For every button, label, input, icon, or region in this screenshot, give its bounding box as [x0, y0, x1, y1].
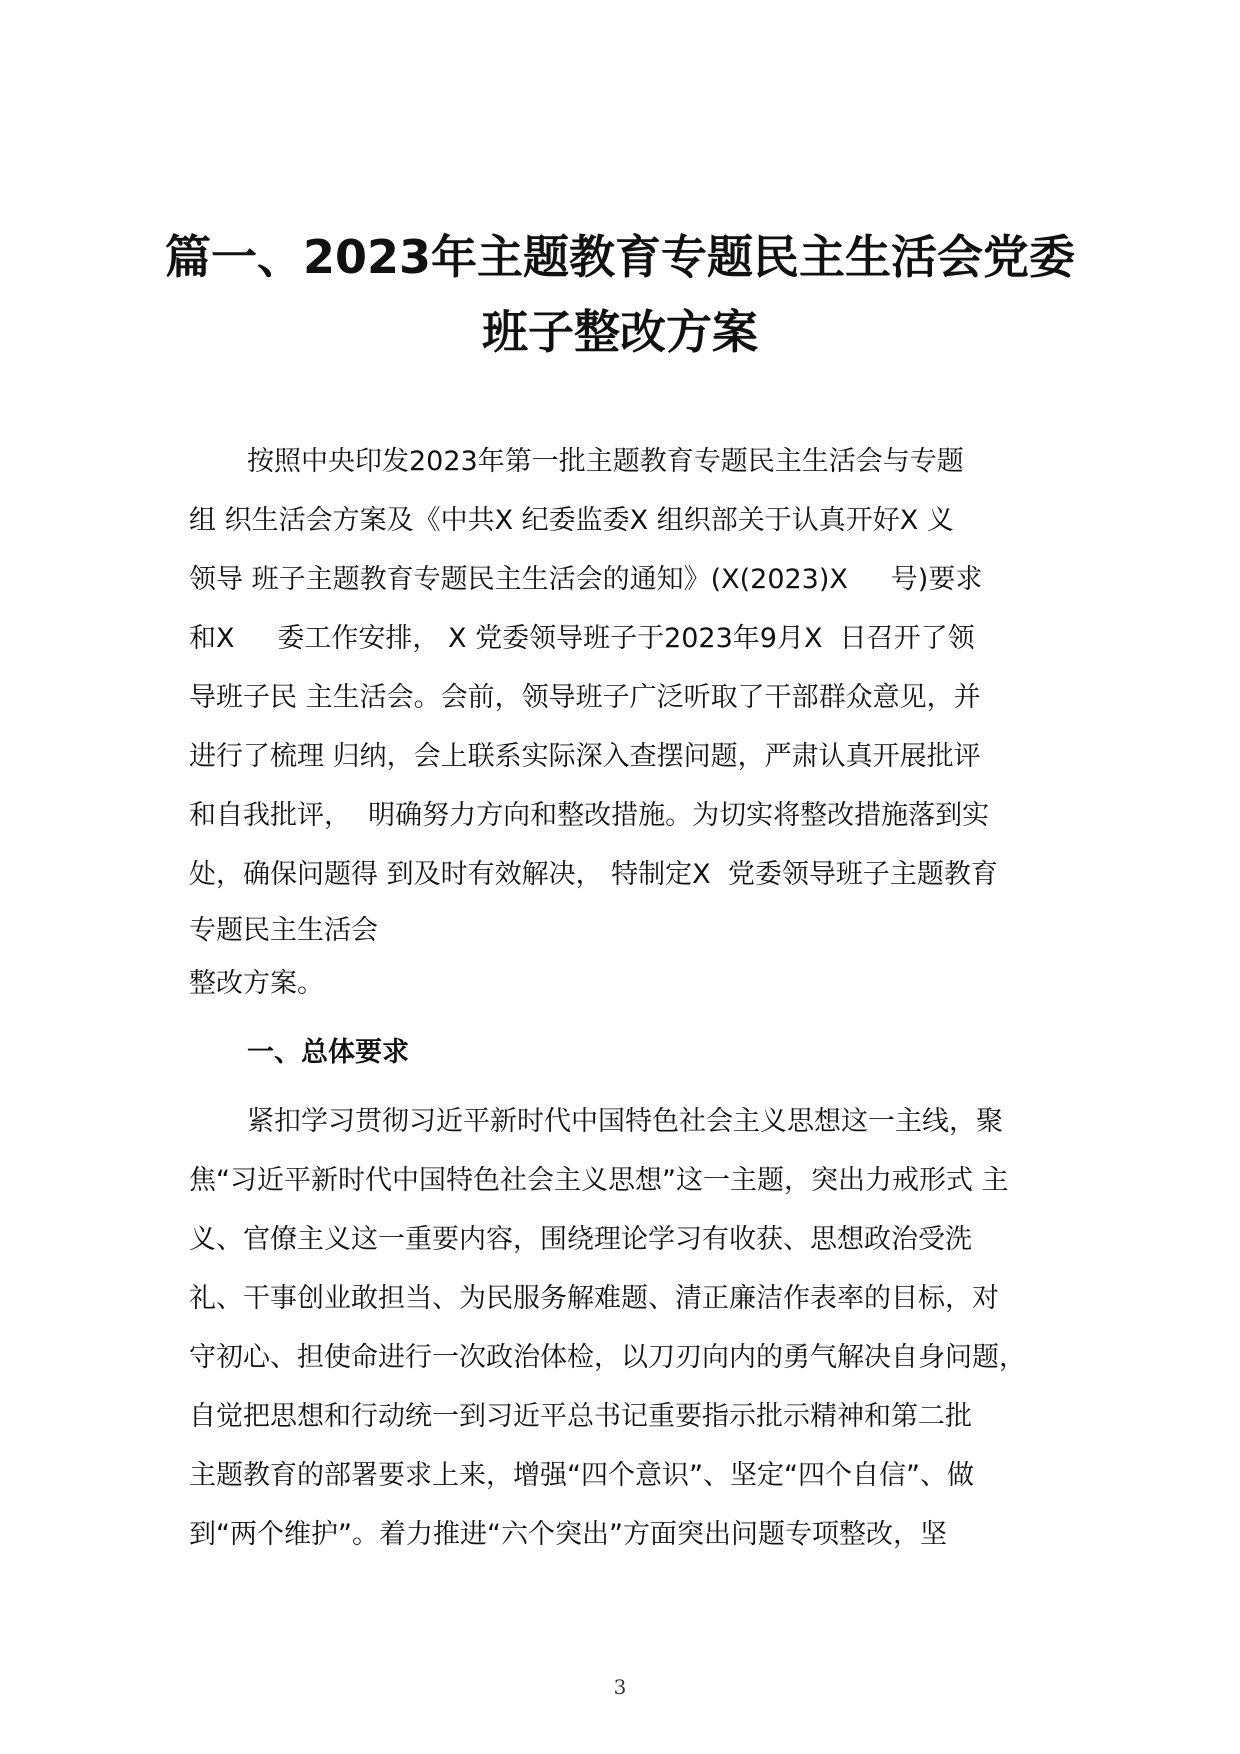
section-line: 礼、干事创业敢担当、为民服务解难题、清正廉洁作表率的目标，对 — [189, 1283, 999, 1314]
document-title-line-2: 班子整改方案 — [482, 305, 758, 359]
intro-line: 专题民主生活会 — [189, 915, 378, 946]
intro-line: 整改方案。 — [189, 968, 324, 999]
section-heading: 一、总体要求 — [247, 1037, 409, 1068]
intro-line: 组 织生活会方案及《中共X 纪委监委X 组织部关于认真开好X 义 — [189, 505, 954, 536]
section-line: 主题教育的部署要求上来，增强“四个意识”、坚定“四个自信”、做 — [189, 1460, 974, 1491]
intro-line: 按照中央印发2023年第一批主题教育专题民主生活会与专题 — [247, 446, 964, 477]
section-line: 守初心、担使命进行一次政治体检，以刀刃向内的勇气解决自身问题， — [189, 1342, 1026, 1373]
section-line: 到“两个维护”。着力推进“六个突出”方面突出问题专项整改，坚 — [189, 1519, 947, 1550]
intro-line: 进行了梳理 归纳，会上联系实际深入查摆问题，严肃认真开展批评 — [189, 741, 981, 772]
section-line: 紧扣学习贯彻习近平新时代中国特色社会主义思想这一主线，聚 — [247, 1106, 1003, 1137]
page-number: 3 — [613, 1675, 627, 1699]
section-line: 义、官僚主义这一重要内容，围绕理论学习有收获、思想政治受洗 — [189, 1224, 972, 1255]
document-title-line-1: 篇一、2023年主题教育专题民主生活会党委 — [164, 230, 1076, 284]
section-line: 自觉把思想和行动统一到习近平总书记重要指示批示精神和第二批 — [189, 1401, 972, 1432]
intro-line: 处，确保问题得 到及时有效解决， 特制定X 党委领导班子主题教育 — [189, 859, 998, 890]
intro-line: 和X 委工作安排， X 党委领导班子于2023年9月X 日召开了领 — [189, 623, 975, 654]
intro-line: 和自我批评， 明确努力方向和整改措施。为切实将整改措施落到实 — [189, 800, 990, 831]
intro-line: 导班子民 主生活会。会前，领导班子广泛听取了干部群众意见，并 — [189, 682, 981, 713]
intro-line: 领导 班子主题教育专题民主生活会的通知》(X(2023)X 号)要求 — [189, 564, 983, 595]
section-line: 焦“习近平新时代中国特色社会主义思想”这一主题，突出力戒形式 主 — [189, 1165, 1009, 1196]
